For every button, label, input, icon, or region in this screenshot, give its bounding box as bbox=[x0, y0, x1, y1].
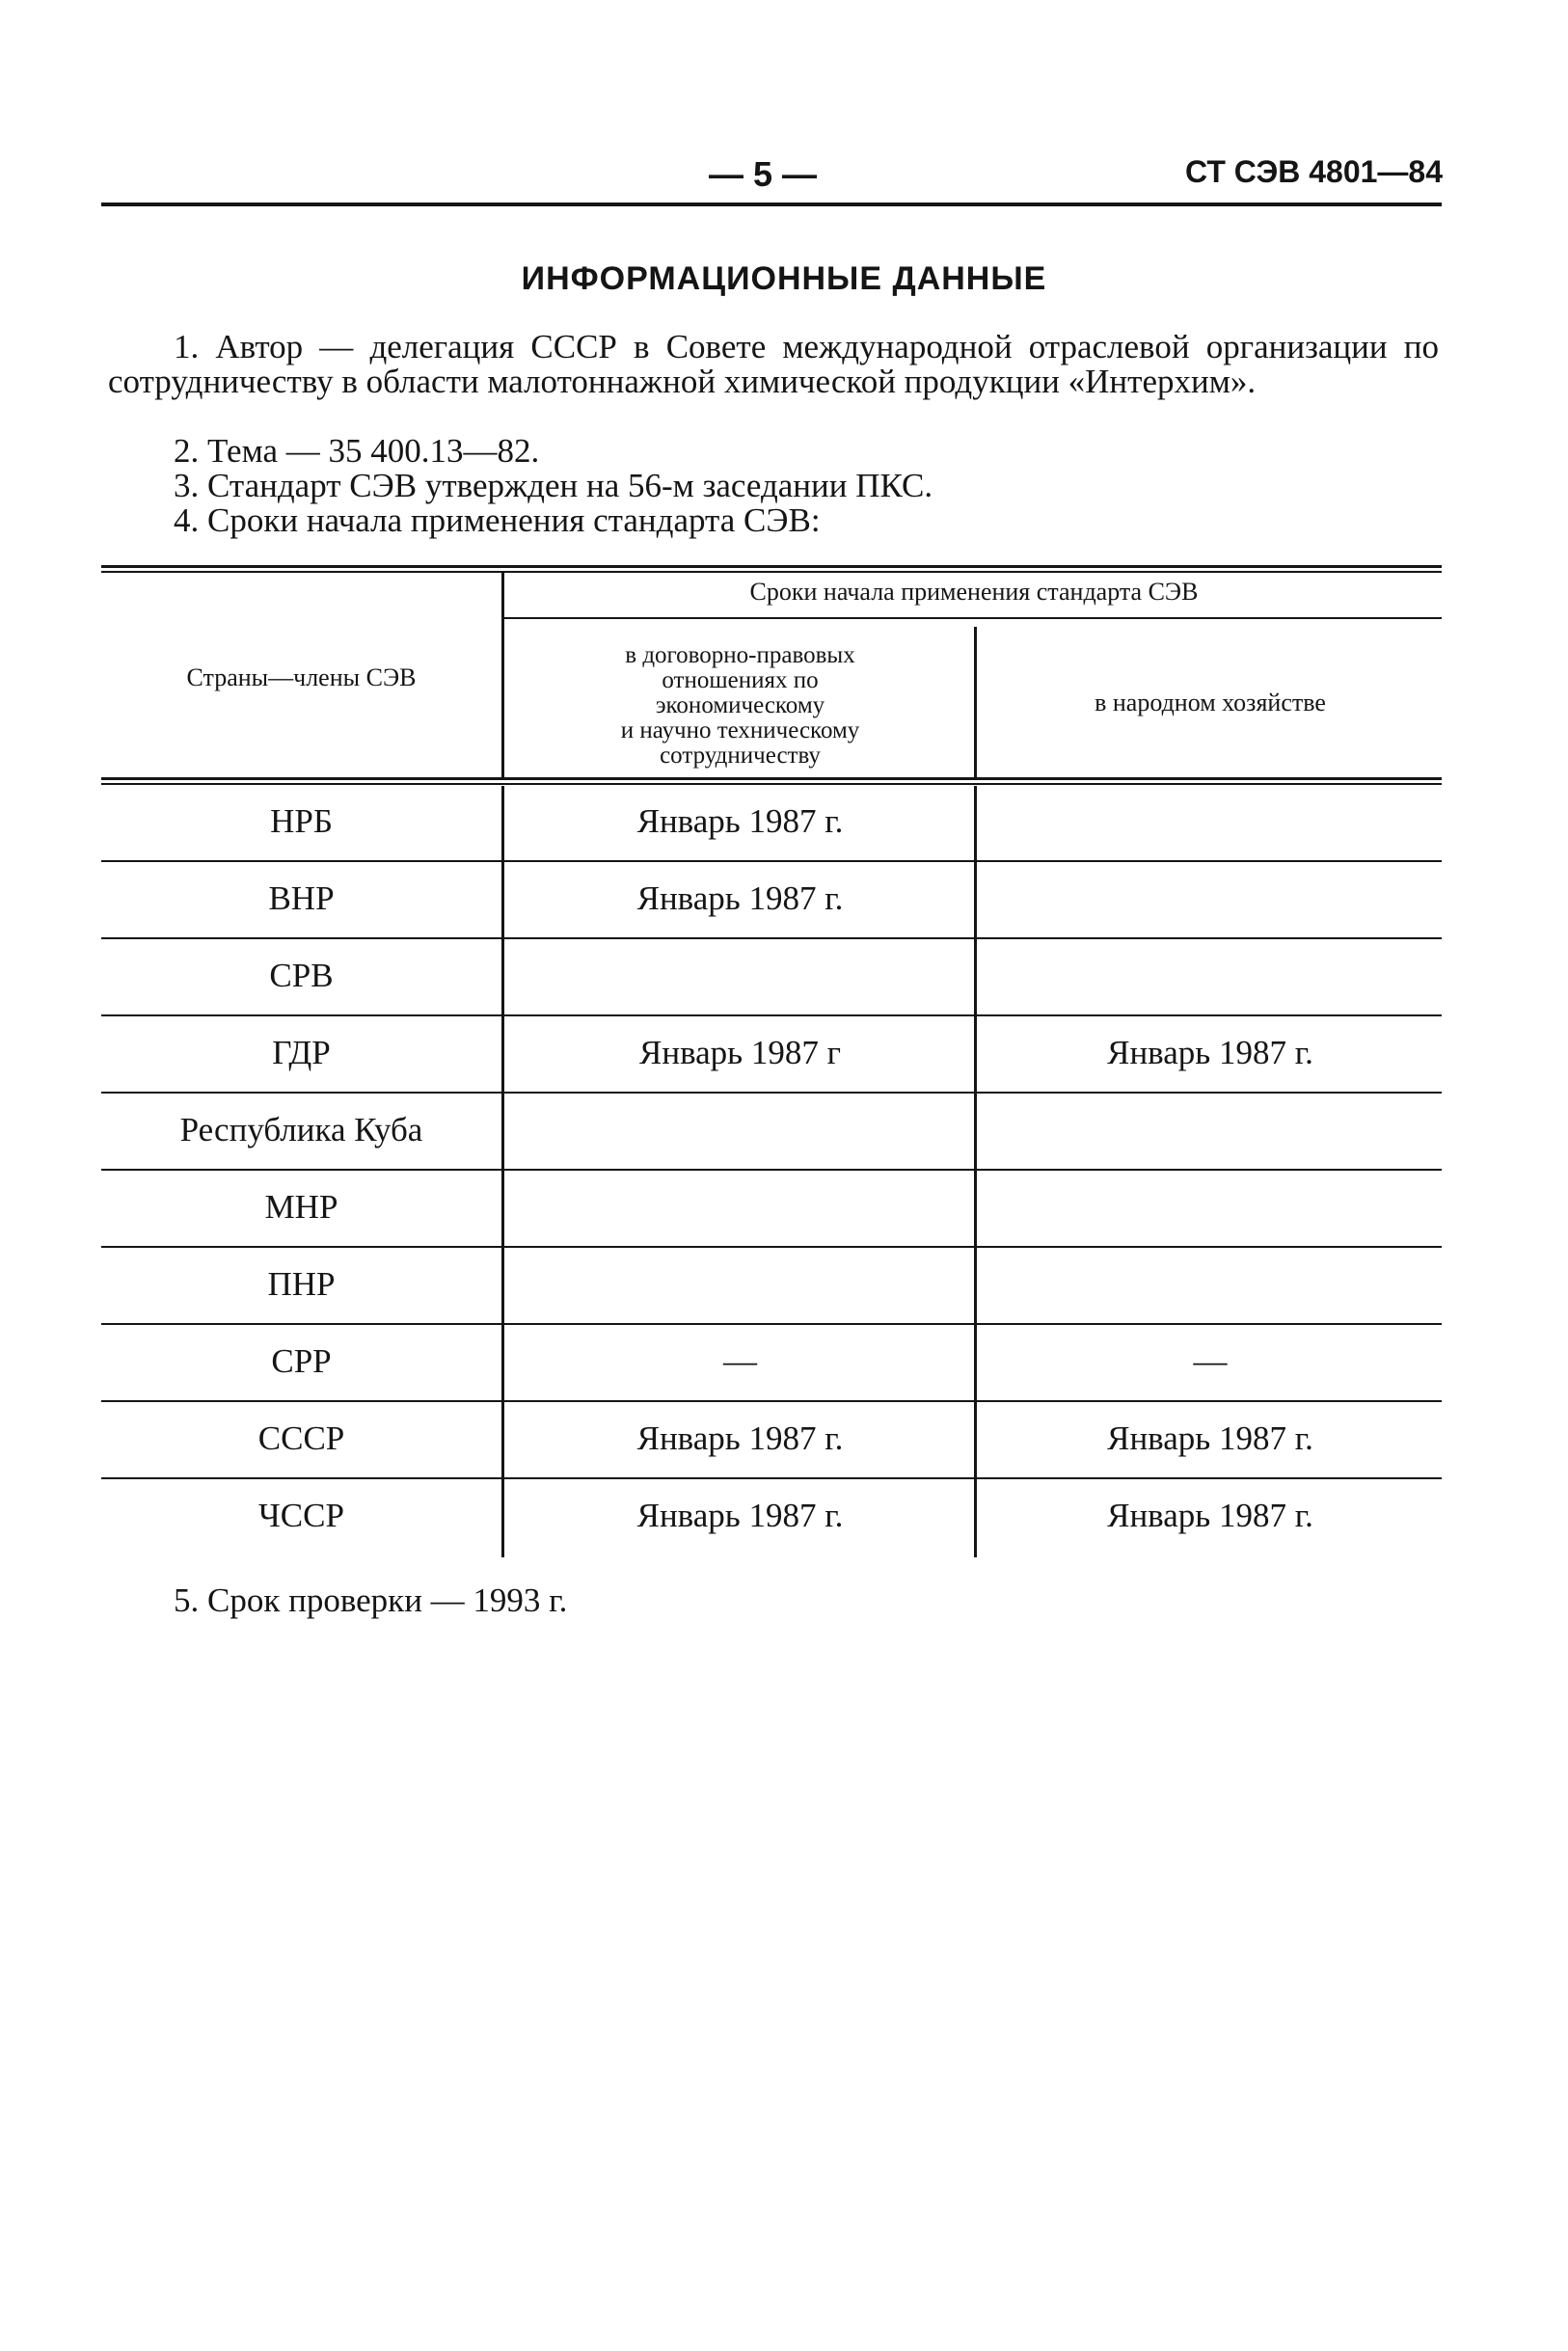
row-divider bbox=[101, 1477, 1442, 1479]
row-divider bbox=[101, 937, 1442, 939]
body-vertical-divider bbox=[501, 786, 504, 1557]
column-header-contracts-line: в договорно-правовых bbox=[625, 642, 855, 668]
column-header-contracts-line: экономическому bbox=[655, 692, 825, 718]
table-top-rule bbox=[101, 571, 1442, 573]
cell-country: ПНР bbox=[267, 1265, 336, 1303]
column-header-group: Сроки начала применения стандарта СЭВ bbox=[749, 578, 1199, 606]
row-divider bbox=[101, 1092, 1442, 1094]
cell-economy: Январь 1987 г. bbox=[1107, 1497, 1313, 1534]
item-approval: 3. Стандарт СЭВ утвержден на 56-м заседании ПКС. bbox=[174, 467, 933, 504]
item-dates-intro: 4. Сроки начала применения стандарта СЭВ: bbox=[174, 501, 821, 539]
section-title: ИНФОРМАЦИОННЫЕ ДАННЫЕ bbox=[521, 260, 1047, 297]
cell-contracts: Январь 1987 г. bbox=[636, 1497, 844, 1534]
cell-economy: Январь 1987 г. bbox=[1107, 1034, 1313, 1071]
page-number: — 5 — bbox=[709, 154, 818, 194]
body-vertical-divider bbox=[974, 786, 977, 1557]
cell-country: СССР bbox=[257, 1419, 345, 1457]
item-author: 1. Автор — делегация СССР в Совете международной отраслевой организации по сотрудничеству в области малотоннажной химической продукции «Интерхим». bbox=[108, 328, 1439, 400]
table-top-rule bbox=[101, 565, 1442, 568]
header-group-rule bbox=[503, 617, 1442, 619]
column-header-contracts-line: отношениях по bbox=[662, 667, 819, 693]
cell-contracts: Январь 1987 г. bbox=[636, 1419, 844, 1457]
row-divider bbox=[101, 1246, 1442, 1248]
column-header-contracts bbox=[506, 643, 974, 769]
header-vertical-divider bbox=[974, 627, 977, 777]
cell-country: НРБ bbox=[270, 802, 333, 840]
item-theme: 2. Тема — 35 400.13—82. bbox=[174, 432, 540, 470]
document-code: СТ СЭВ 4801—84 bbox=[1185, 154, 1443, 189]
row-divider bbox=[101, 1400, 1442, 1402]
row-divider bbox=[101, 1169, 1442, 1171]
cell-contracts: Январь 1987 г. bbox=[636, 802, 844, 840]
column-header-economy: в народном хозяйстве bbox=[1095, 689, 1326, 716]
cell-country: СРР bbox=[271, 1342, 332, 1380]
column-header-contracts-line: сотрудничеству bbox=[660, 743, 821, 769]
cell-contracts: Январь 1987 г. bbox=[636, 879, 844, 917]
cell-country: СРВ bbox=[269, 957, 334, 994]
header-bottom-rule bbox=[101, 777, 1442, 780]
column-header-contracts-line: и научно техническому bbox=[620, 717, 860, 743]
header-divider bbox=[101, 203, 1442, 206]
cell-country: МНР bbox=[264, 1188, 338, 1226]
cell-economy: Январь 1987 г. bbox=[1107, 1419, 1313, 1457]
column-header-countries: Страны—члены СЭВ bbox=[186, 663, 417, 691]
header-vertical-divider bbox=[501, 573, 504, 777]
cell-country: Республика Куба bbox=[179, 1111, 423, 1148]
cell-contracts: — bbox=[723, 1342, 757, 1380]
cell-contracts: Январь 1987 г bbox=[639, 1034, 841, 1071]
cell-country: ЧССР bbox=[258, 1497, 344, 1534]
header-bottom-rule bbox=[101, 783, 1442, 785]
cell-country: ГДР bbox=[272, 1034, 331, 1071]
cell-country: ВНР bbox=[268, 879, 335, 917]
row-divider bbox=[101, 1323, 1442, 1325]
row-divider bbox=[101, 860, 1442, 862]
cell-economy: — bbox=[1193, 1342, 1228, 1380]
item-review-date: 5. Срок проверки — 1993 г. bbox=[174, 1581, 568, 1619]
row-divider bbox=[101, 1014, 1442, 1016]
